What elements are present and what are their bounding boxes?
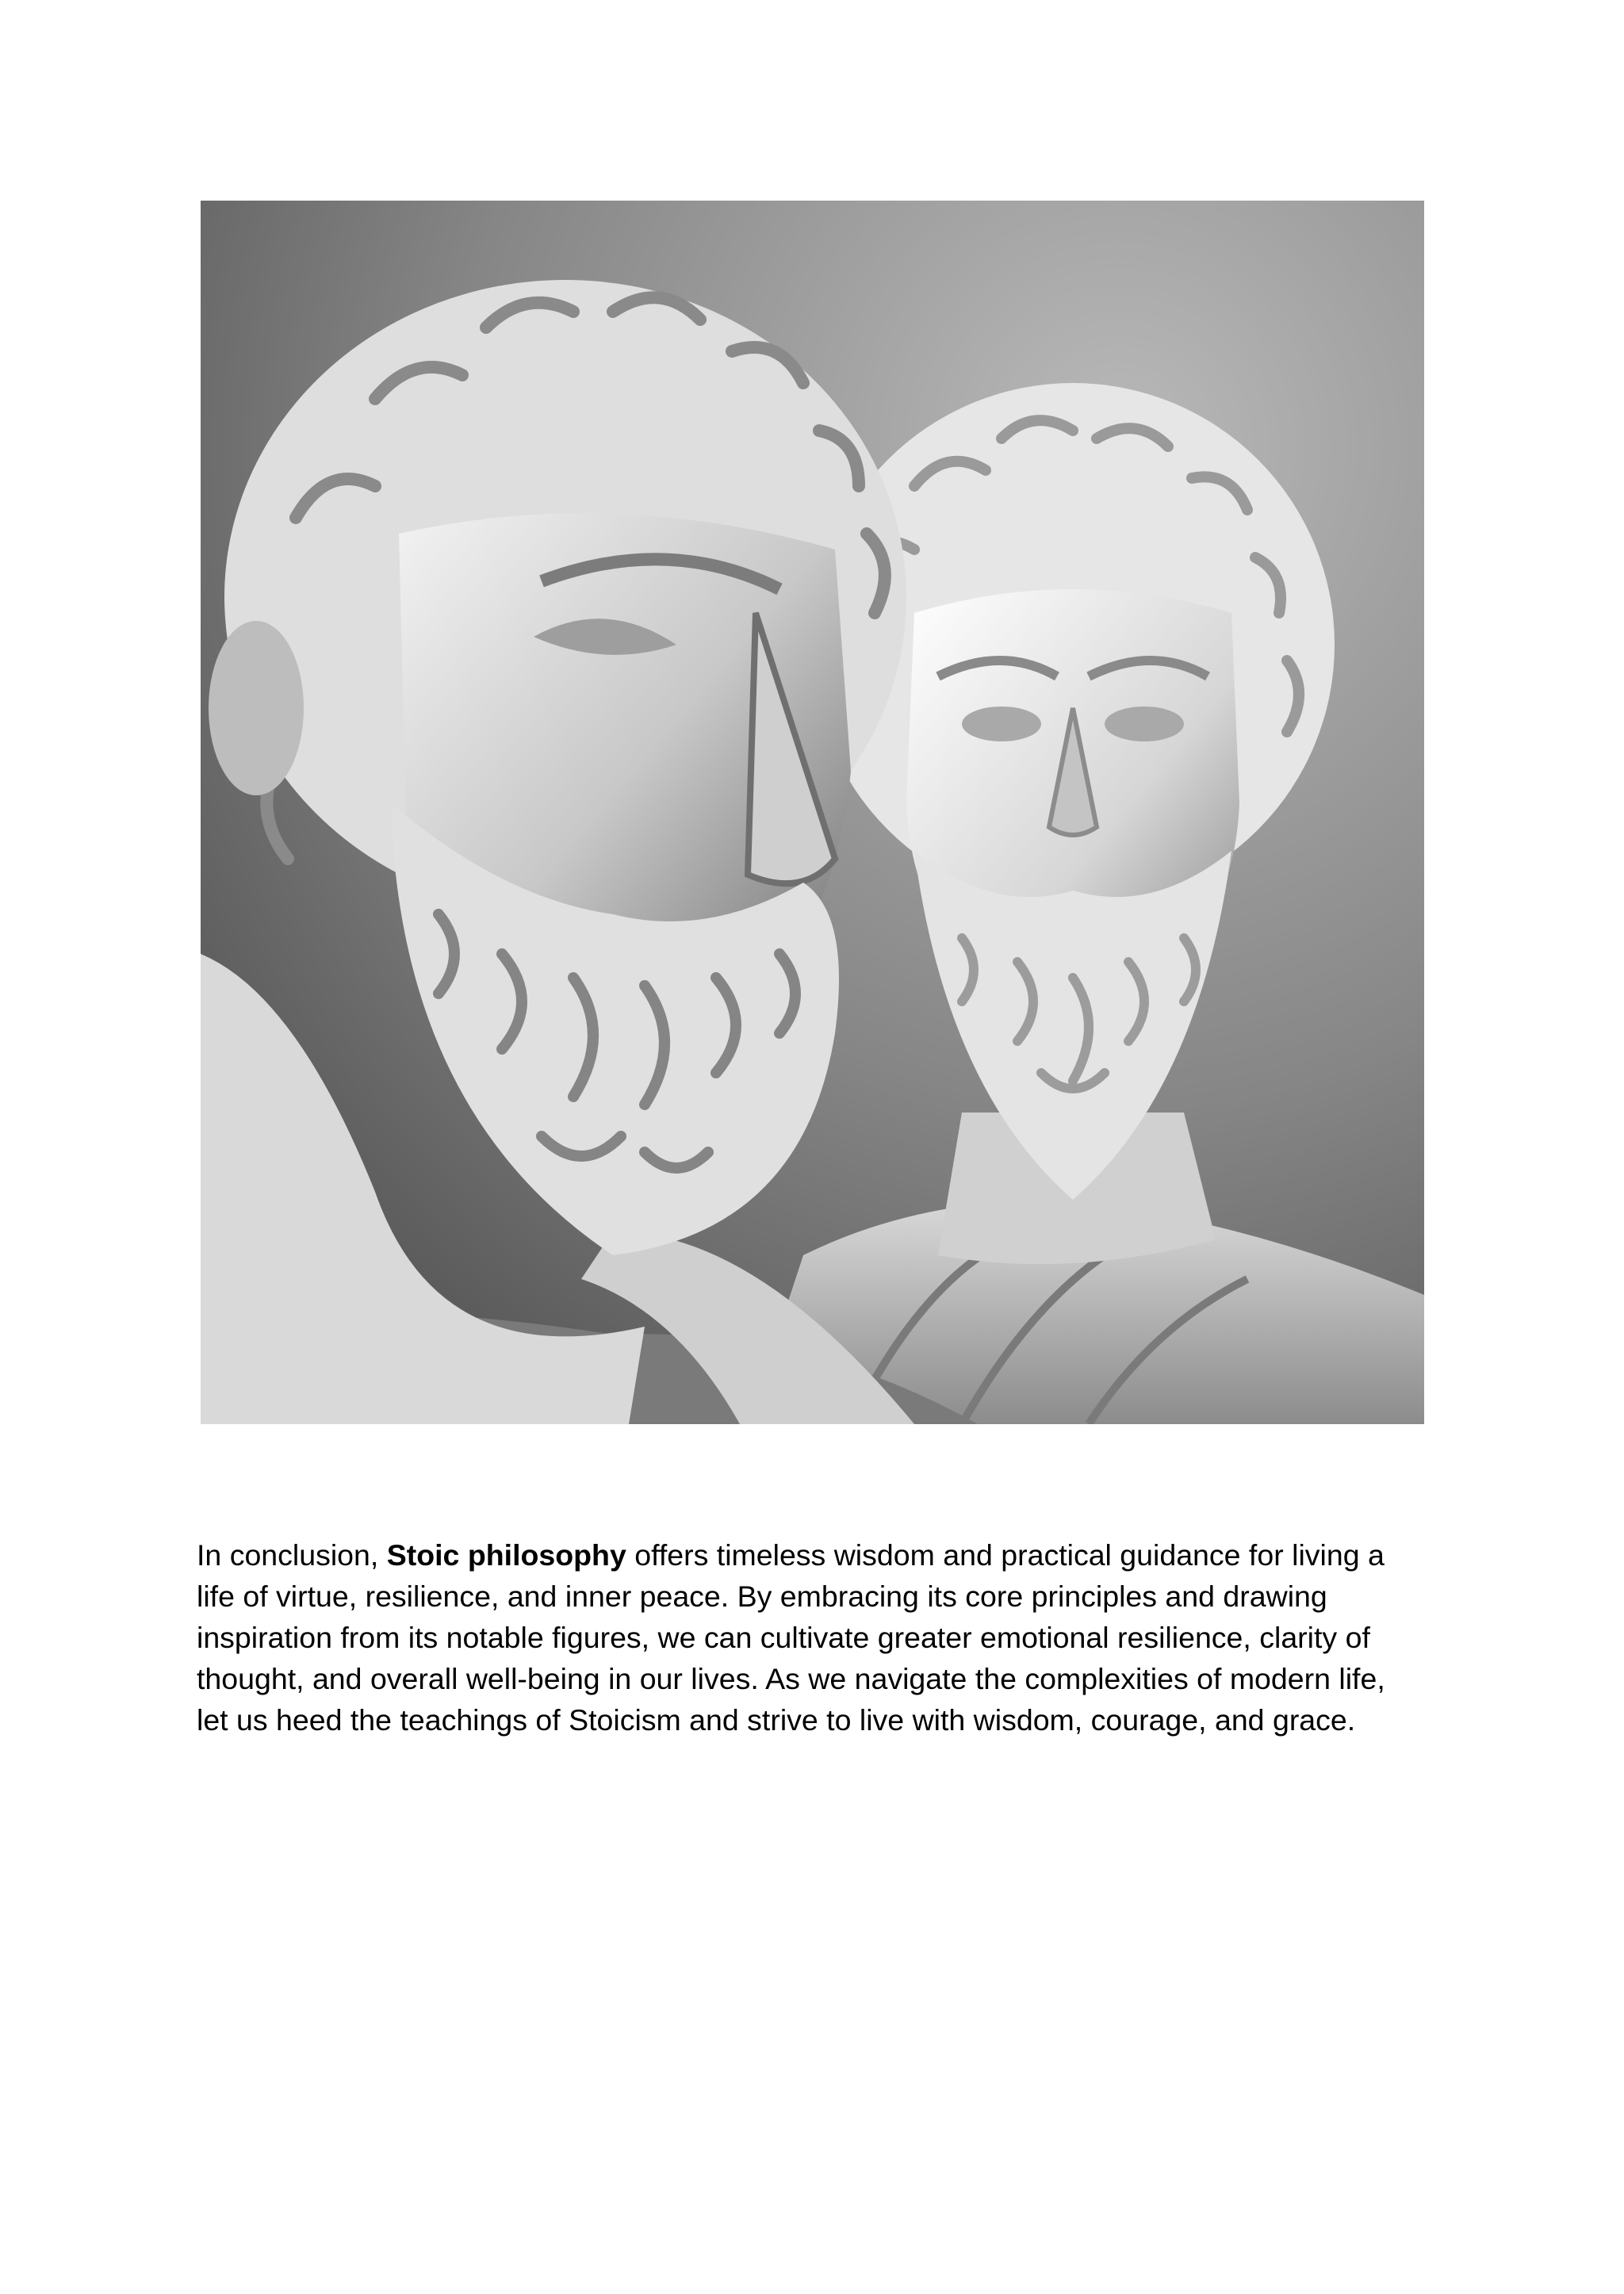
- bold-term-stoic-philosophy: Stoic philosophy: [386, 1538, 626, 1572]
- statue-illustration: [201, 201, 1424, 1424]
- right-eye-left: [962, 707, 1041, 741]
- line-1-intro: In conclusion,: [197, 1538, 387, 1572]
- paragraph-line-3: inspiration from its notable figures, we can cultivate greater emotional resilience, clarity of: [197, 1621, 1370, 1654]
- paragraph-line-2: life of virtue, resilience, and inner peace. By embracing its core principles and drawing: [197, 1580, 1327, 1613]
- conclusion-paragraph: [197, 1534, 1434, 1741]
- left-ear: [209, 621, 304, 795]
- line-1-rest: offers timeless wisdom and practical guidance for living a: [626, 1538, 1385, 1572]
- paragraph-line-1: [197, 1534, 1434, 1576]
- paragraph-line-5: let us heed the teachings of Stoicism and strive to live with wisdom, courage, and grace.: [197, 1703, 1356, 1737]
- stoic-busts-image: [201, 201, 1424, 1424]
- right-eye-right: [1105, 707, 1184, 741]
- paragraph-line-4: thought, and overall well-being in our lives. As we navigate the complexities of modern life,: [197, 1662, 1385, 1695]
